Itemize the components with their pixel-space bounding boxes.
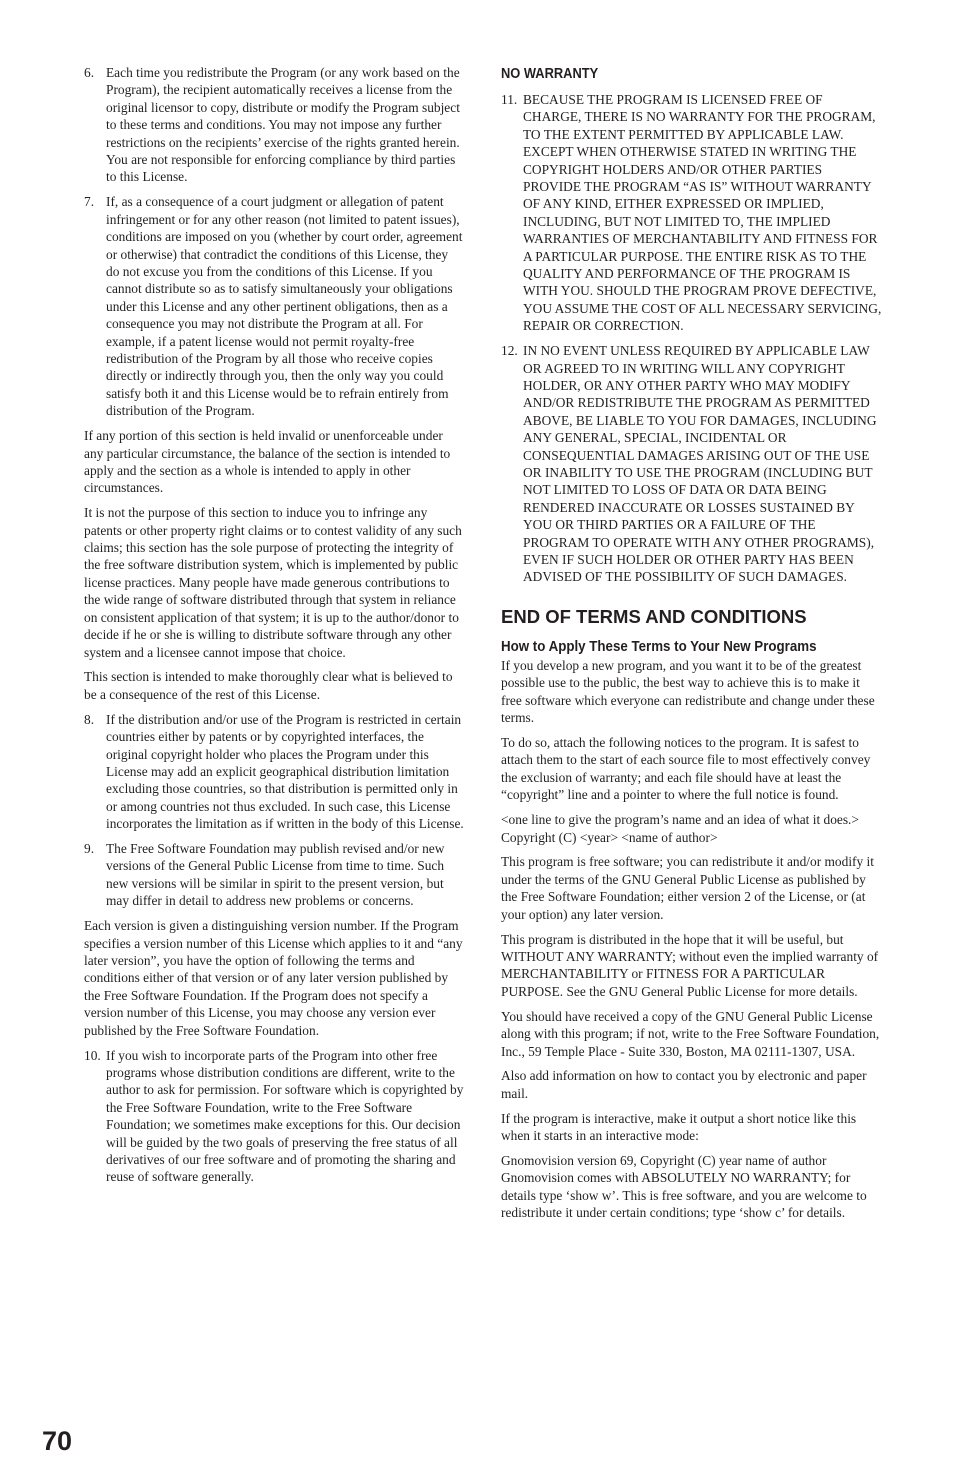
right-column	[501, 64, 882, 1229]
how-to-apply-heading: How to Apply These Terms to Your New Programs	[501, 638, 817, 655]
item-number: 10.	[84, 1047, 101, 1063]
item-text: If, as a consequence of a court judgment or allegation of patent infringement or for any other reason (not limited to patent issues), conditions are imposed on you (whether by court order, agreement or otherwise) that contradict the conditions of this License, they do not excuse you from the conditions of this License. If you cannot distribute so as to satisfy simultaneously your obligations under this License and any other pertinent obligations, then as a consequence you may not distribute the Program at all. For example, if a patent license would not permit royalty-free redistribution of the Program by all those who receive copies directly or indirectly through you, then the only way you could satisfy both it and this License would be to refrain entirely from distribution of the Program.	[106, 194, 463, 419]
paragraph-interactive: If the program is interactive, make it output a short notice like this when it starts in an interactive mode:	[501, 1110, 857, 1144]
list-item-12	[501, 342, 882, 586]
list-item-11	[501, 91, 882, 335]
end-of-terms-heading: END OF TERMS AND CONDITIONS	[501, 605, 807, 627]
paragraph-program-name: <one line to give the program’s name and an idea of what it does.>	[501, 812, 859, 828]
list-item-9	[84, 840, 464, 910]
list-item-10	[84, 1047, 464, 1186]
paragraph-distributed-hope: This program is distributed in the hope that it will be useful, but WITHOUT ANY WARRANTY; without even the implied warranty of MERCHANTABILITY or FITNESS FOR A PARTICULAR PURPOSE. See the GNU General Public License for more details.	[501, 931, 879, 999]
item-text: The Free Software Foundation may publish revised and/or new versions of the General Public License from time to time. Such new versions will be similar in spirit to the present version, but may differ in detail to address new problems or concerns.	[106, 841, 445, 909]
item-text: Each time you redistribute the Program (or any work based on the Program), the recipient automatically receives a license from the original licensor to copy, distribute or modify the Program subject to these terms and conditions. You may not impose any further restrictions on the recipients’ exercise of the rights granted herein. You are not responsible for enforcing compliance by third parties to this License.	[106, 65, 460, 185]
paragraph-attach-notices: To do so, attach the following notices to the program. It is safest to attach them to the start of each source file to most effectively convey the exclusion of warranty; and each file should have at least the “copyright” line and a pointer to where the full notice is found.	[501, 735, 871, 803]
page-number: 70	[42, 1426, 73, 1456]
paragraph-free-software: This program is free software; you can redistribute it and/or modify it under the terms of the GNU General Public License as published by the Free Software Foundation; either version 2 of the License, or (at your option) any later version.	[501, 854, 874, 922]
item-text: BECAUSE THE PROGRAM IS LICENSED FREE OF CHARGE, THERE IS NO WARRANTY FOR THE PROGRAM, TO THE EXTENT PERMITTED BY APPLICABLE LAW. EXCEPT WHEN OTHERWISE STATED IN WRITING THE COPYRIGHT HOLDERS AND/OR OTHER PARTIES PROVIDE THE PROGRAM “AS IS” WITHOUT WARRANTY OF ANY KIND, EITHER EXPRESSED OR IMPLIED, INCLUDING, BUT NOT LIMITED TO, THE IMPLIED WARRANTIES OF MERCHANTABILITY AND FITNESS FOR A PARTICULAR PURPOSE. THE ENTIRE RISK AS TO THE QUALITY AND PERFORMANCE OF THE PROGRAM IS WITH YOU. SHOULD THE PROGRAM PROVE DEFECTIVE, YOU ASSUME THE COST OF ALL NECESSARY SERVICING, REPAIR OR CORRECTION.	[523, 92, 882, 334]
left-column	[84, 64, 464, 1193]
item-text: If the distribution and/or use of the Program is restricted in certain countries either by patents or by copyrighted interfaces, the original copyright holder who places the Program under this License may add an explicit geographical distribution limitation excluding those countries, so that distribution is permitted only in or among countries not thus excluded. In such case, this License incorporates the limitation as if written in the body of this License.	[106, 711, 464, 832]
item-number: 9.	[84, 841, 95, 857]
paragraph-received-copy: You should have received a copy of the GNU General Public License along with this program; if not, write to the Free Software Foundation, Inc., 59 Temple Place - Suite 330, Boston, MA 02111-1307, USA.	[501, 1008, 880, 1059]
item-text: If you wish to incorporate parts of the Program into other free programs whose distribution conditions are different, write to the author to ask for permission. For software which is copyrighted by the Free Software Foundation, write to the Free Software Foundation; we sometimes make exceptions for this. Our decision will be guided by the two goals of preserving the free status of all derivatives of our free software and of promoting the sharing and reuse of software generally.	[106, 1047, 464, 1185]
item-number: 6.	[84, 65, 95, 80]
paragraph-copyright-line: Copyright (C) <year> <name of author>	[501, 829, 718, 845]
paragraph-contact-info: Also add information on how to contact you by electronic and paper mail.	[501, 1068, 867, 1101]
list-item-8	[84, 711, 464, 833]
item-number: 12.	[501, 343, 518, 359]
list-item-7	[84, 193, 464, 419]
paragraph-gnomovision: Gnomovision version 69, Copyright (C) year name of author Gnomovision comes with ABSOLUTELY NO WARRANTY; for details type ‘show w’. This is free software, and you are welcome to redistribute it under certain conditions; type ‘show c’ for details.	[501, 1153, 867, 1221]
item-number: 7.	[84, 194, 95, 210]
list-item-6	[84, 64, 464, 186]
paragraph-section-intent: This section is intended to make thoroughly clear what is believed to be a consequence of the rest of this License.	[84, 669, 453, 702]
paragraph-purpose: It is not the purpose of this section to induce you to infringe any patents or other property right claims or to contest validity of any such claims; this section has the sole purpose of protecting the integrity of the free software distribution system, which is implemented by public license practices. Many people have made generous contributions to the wide range of software distributed through that system in reliance on consistent application of that system; it is up to the author/donor to decide if he or she is willing to distribute software through any other system and a licensee cannot impose that choice.	[84, 505, 462, 660]
item-text: IN NO EVENT UNLESS REQUIRED BY APPLICABLE LAW OR AGREED TO IN WRITING WILL ANY COPYRIGHT HOLDER, OR ANY OTHER PARTY WHO MAY MODIFY AND/OR REDISTRIBUTE THE PROGRAM AS PERMITTED ABOVE, BE LIABLE TO YOU FOR DAMAGES, INCLUDING ANY GENERAL, SPECIAL, INCIDENTAL OR CONSEQUENTIAL DAMAGES ARISING OUT OF THE USE OR INABILITY TO USE THE PROGRAM (INCLUDING BUT NOT LIMITED TO LOSS OF DATA OR DATA BEING RENDERED INACCURATE OR LOSSES SUSTAINED BY YOU OR THIRD PARTIES OR A FAILURE OF THE PROGRAM TO OPERATE WITH ANY OTHER PROGRAMS), EVEN IF SUCH HOLDER OR OTHER PARTY HAS BEEN ADVISED OF THE POSSIBILITY OF SUCH DAMAGES.	[523, 343, 877, 585]
no-warranty-heading: NO WARRANTY	[501, 66, 599, 82]
item-number: 8.	[84, 711, 95, 727]
paragraph-version-number: Each version is given a distinguishing version number. If the Program specifies a version number of this License which applies to it and “any later version”, you have the option of following the terms and conditions either of that version or of any later version published by the Free Software Foundation. If the Program does not specify a version number of this License, you may choose any version ever published by the Free Software Foundation.	[84, 918, 463, 1038]
paragraph-develop-program: If you develop a new program, and you want it to be of the greatest possible use to the public, the best way to achieve this is to make it free software which everyone can redistribute and change under these terms.	[501, 657, 875, 726]
item-number: 11.	[501, 92, 518, 107]
paragraph-invalid-portion: If any portion of this section is held invalid or unenforceable under any particular circumstance, the balance of the section is intended to apply and the section as a whole is intended to apply in other circumstances.	[84, 428, 451, 496]
